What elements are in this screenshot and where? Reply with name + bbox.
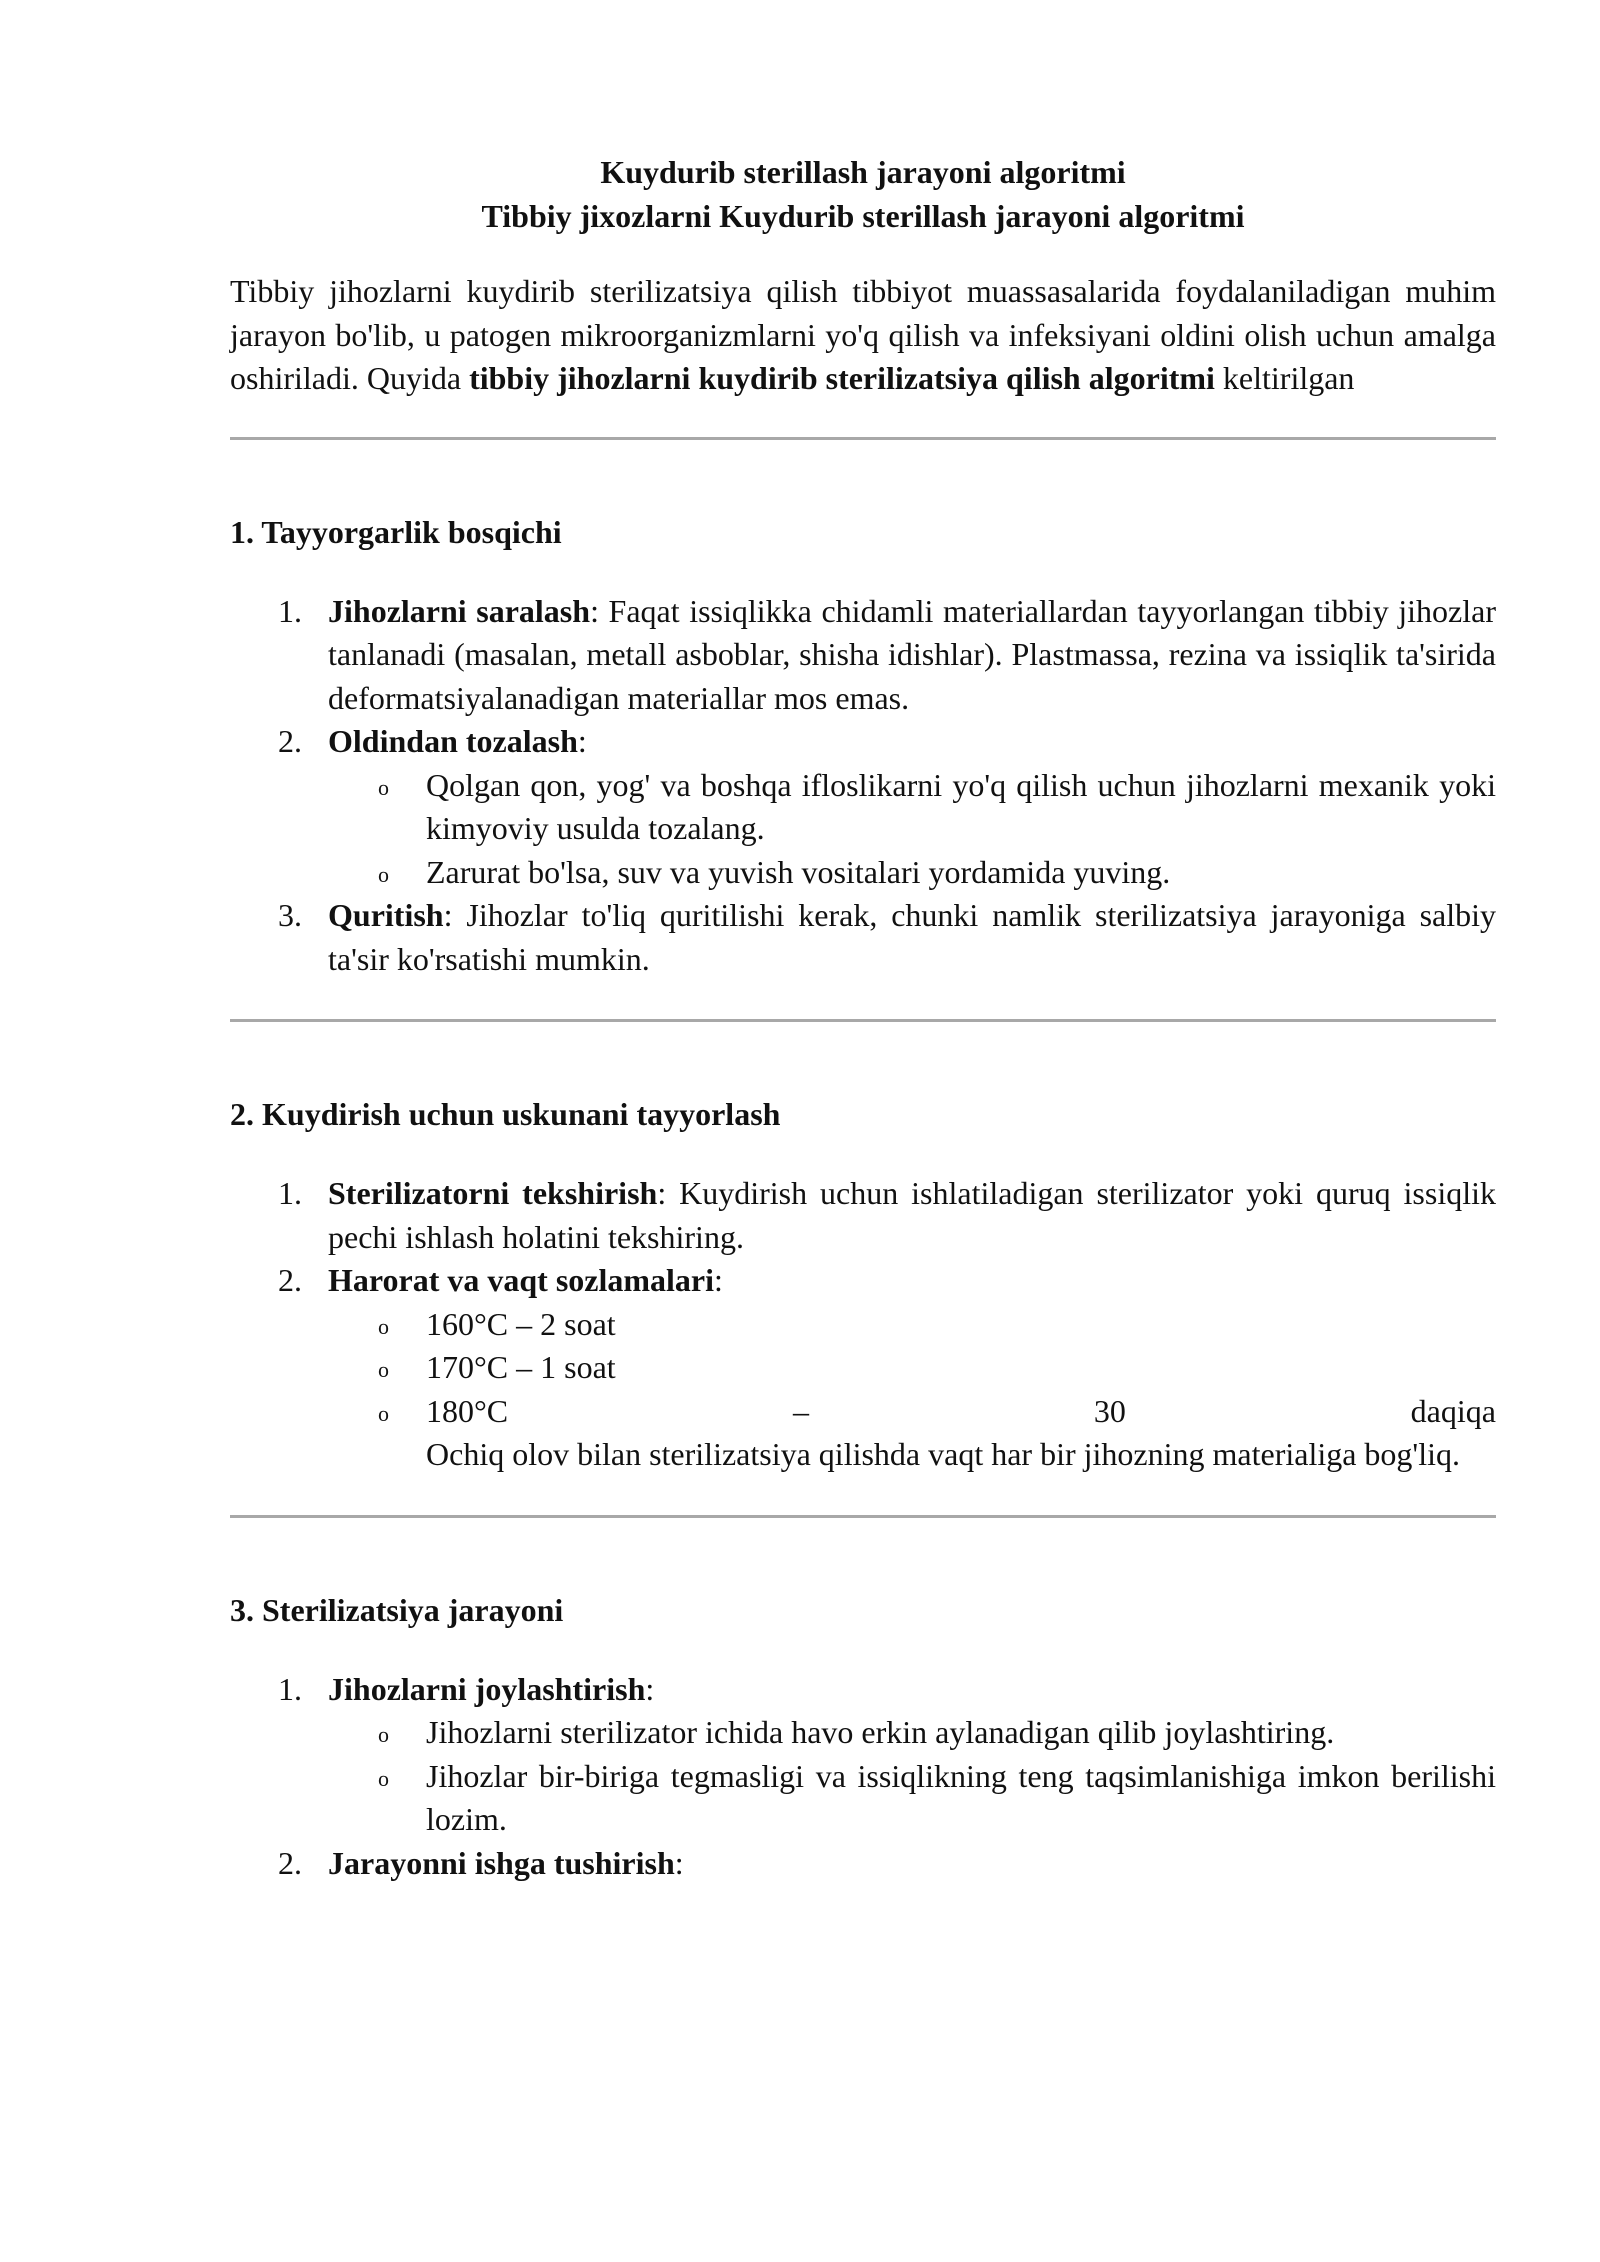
list-item — [230, 1259, 1496, 1303]
list-number: 2. — [278, 723, 302, 759]
sub-item-text: Qolgan qon, yog' va boshqa ifloslikarni yo'q qilish uchun jihozlarni mexanik yoki kimyoviy usulda tozalang. — [426, 766, 1496, 846]
bullet-icon: o — [378, 1313, 389, 1339]
spread-line — [426, 1390, 1496, 1434]
list-number: 1. — [278, 1670, 302, 1707]
sub-item-text: Jihozlarni sterilizator ichida havo erkin aylanadigan qilib joylashtiring. — [426, 1714, 1335, 1750]
intro-bold-phrase: tibbiy jihozlarni kuydirib sterilizatsiya qilish algoritmi — [469, 360, 1215, 396]
item-title: Jihozlarni saralash — [328, 592, 591, 629]
sub-list-item — [230, 851, 1496, 895]
item-text: : — [674, 1844, 684, 1881]
sub-list-item — [230, 1303, 1496, 1347]
document-subtitle: Tibbiy jixozlarni Kuydurib sterillash jarayoni algoritmi — [481, 198, 1245, 234]
bullet-icon: o — [378, 1400, 389, 1426]
intro-text-start: Tibbiy jihozlarni kuydirib sterilizatsiya qilish tibbiyot muassasalarida foydalaniladigan muhim jarayon bo'lib, u patogen mikroorganizmlarni yo'q qilish va infeksiyani oldini olish uchun amalga oshiriladi. Quyida — [230, 273, 1496, 396]
bullet-icon: o — [378, 1722, 389, 1747]
item-text: : — [714, 1262, 723, 1298]
section-heading: 3. Sterilizatsiya jarayoni — [230, 1591, 564, 1628]
intro-text-end: keltirilgan — [1214, 360, 1355, 396]
list-item — [230, 1668, 1496, 1712]
item-title: Harorat va vaqt sozlamalari — [328, 1262, 715, 1298]
item-title: Quritish — [328, 897, 444, 933]
bullet-icon: o — [378, 1357, 389, 1382]
duration-value: 30 — [1093, 1392, 1126, 1429]
duration-unit: daqiqa — [1410, 1392, 1496, 1429]
section-divider — [230, 1019, 1496, 1022]
list-number: 3. — [278, 897, 302, 933]
bullet-icon: o — [378, 861, 389, 887]
item-title: Sterilizatorni tekshirish — [328, 1175, 658, 1211]
item-text: : Jihozlar to'liq quritilishi kerak, chunki namlik sterilizatsiya jarayoniga salbiy ta'sir ko'rsatishi mumkin. — [328, 897, 1496, 977]
section-list — [230, 1668, 1496, 1886]
list-number: 2. — [278, 1262, 302, 1298]
sub-item-text: 160°C – 2 soat — [426, 1305, 616, 1342]
sub-list-item — [230, 1390, 1496, 1477]
sub-list-item — [230, 1711, 1496, 1755]
list-number: 1. — [278, 1175, 302, 1211]
bullet-icon: o — [378, 774, 389, 800]
list-number: 1. — [278, 592, 302, 629]
temperature-value: 180°C — [426, 1392, 509, 1429]
document-page — [230, 150, 1496, 1885]
section-list — [230, 590, 1496, 982]
section-heading: 1. Tayyorgarlik bosqichi — [230, 513, 562, 550]
sub-item-text: Jihozlar bir-biriga tegmasligi va issiqlikning teng taqsimlanishiga imkon berilishi lozim. — [426, 1757, 1496, 1837]
sub-list-item — [230, 1346, 1496, 1390]
sub-item-text: Zarurat bo'lsa, suv va yuvish vositalari yordamida yuving. — [426, 853, 1171, 890]
item-title: Jihozlarni joylashtirish — [328, 1670, 646, 1707]
sub-list-item — [230, 764, 1496, 851]
section-divider — [230, 1515, 1496, 1518]
list-item — [230, 590, 1496, 721]
section-divider — [230, 437, 1496, 440]
list-item — [230, 720, 1496, 764]
sub-list-item — [230, 1755, 1496, 1842]
item-text: : Kuydirish uchun ishlatiladigan sterilizator yoki quruq issiqlik pechi ishlash holatini tekshiring. — [328, 1175, 1497, 1255]
list-number: 2. — [278, 1844, 302, 1881]
sub-item-text: 170°C – 1 soat — [426, 1349, 616, 1385]
list-item — [230, 1172, 1496, 1259]
item-text: : — [645, 1670, 655, 1707]
intro-paragraph — [230, 270, 1496, 401]
list-item — [230, 1842, 1496, 1886]
item-title: Jarayonni ishga tushirish — [328, 1844, 675, 1881]
document-title: Kuydurib sterillash jarayoni algoritmi — [600, 154, 1126, 190]
item-title: Oldindan tozalash — [328, 723, 578, 759]
item-text: : — [577, 723, 587, 759]
section-list — [230, 1172, 1496, 1477]
section-heading: 2. Kuydirish uchun uskunani tayyorlash — [230, 1096, 781, 1132]
bullet-icon: o — [378, 1765, 389, 1791]
dash-separator: – — [792, 1392, 809, 1429]
list-item — [230, 894, 1496, 981]
sub-item-continuation: Ochiq olov bilan sterilizatsiya qilishda vaqt har bir jihozning materialiga bog'liq. — [426, 1436, 1460, 1472]
item-text: : Faqat issiqlikka chidamli materiallardan tayyorlangan tibbiy jihozlar tanlanadi (masalan, metall asboblar, shisha idishlar). Plastmassa, rezina va issiqlik ta'sirida deformatsiyalanadigan materiallar mos emas. — [328, 592, 1497, 716]
